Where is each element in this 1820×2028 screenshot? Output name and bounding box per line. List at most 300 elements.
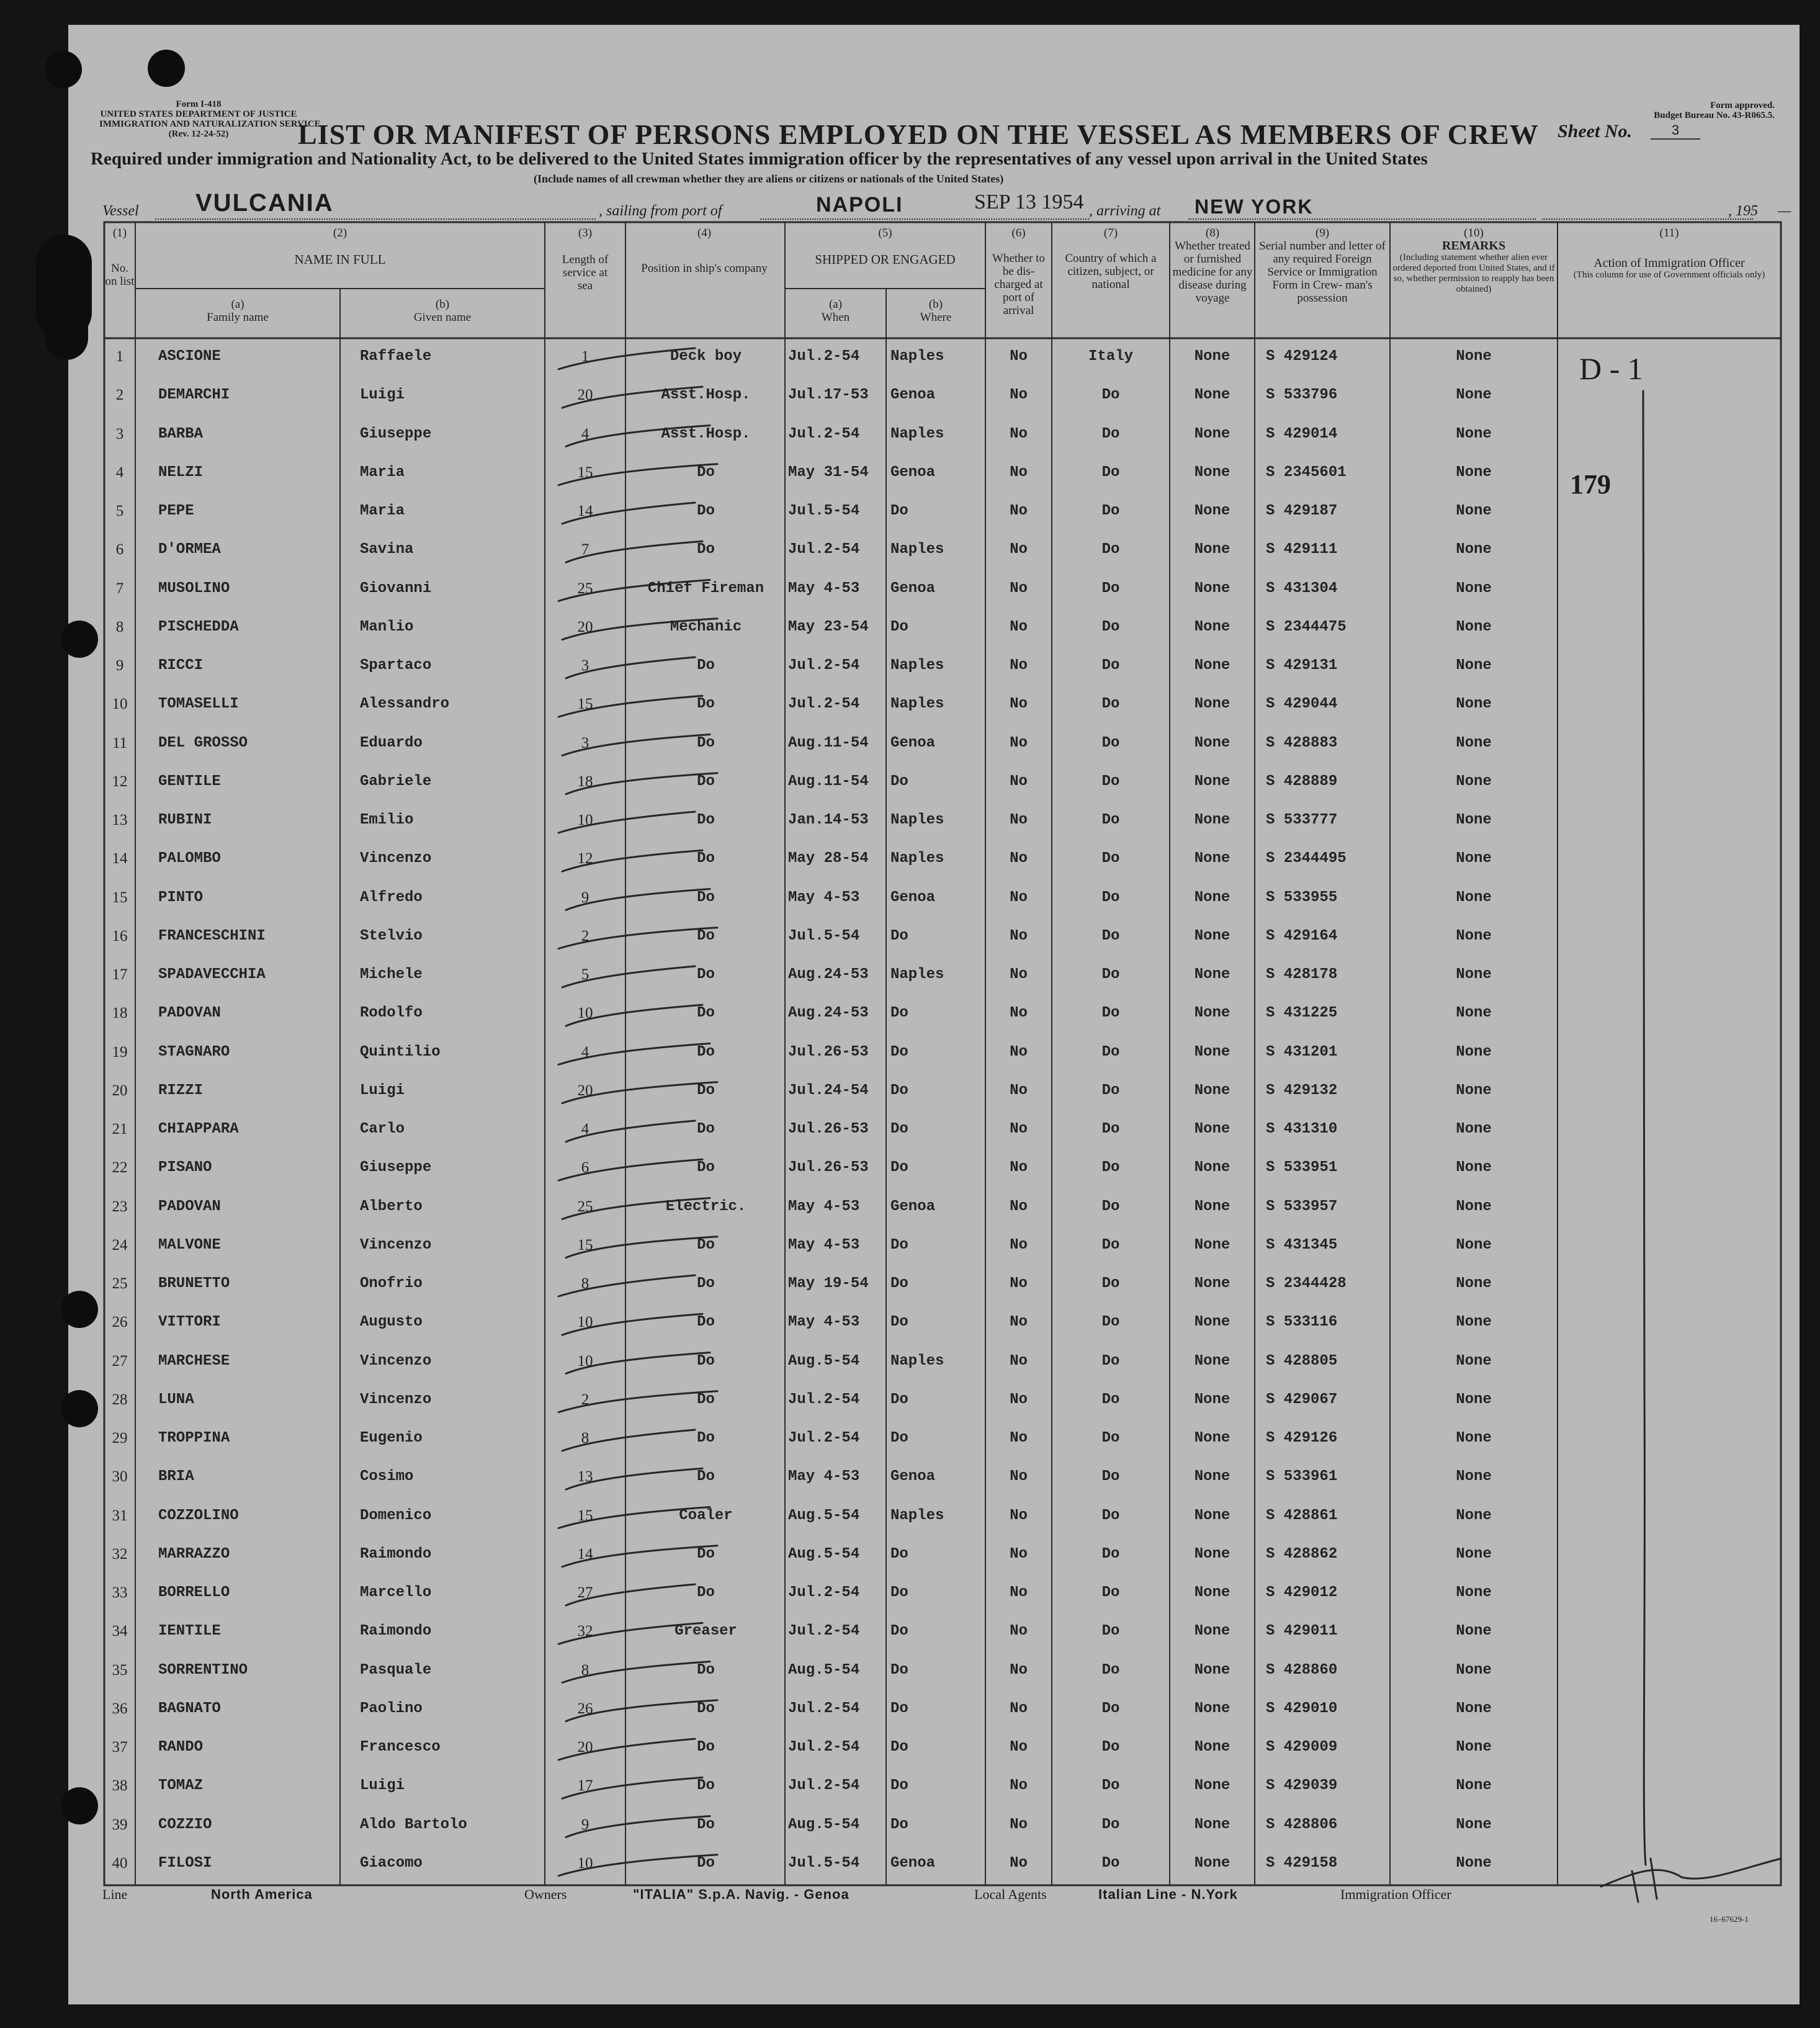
cell-given: Giovanni <box>360 580 432 597</box>
cell-when: Aug.5-54 <box>788 1352 860 1370</box>
cell-where: Do <box>890 1700 908 1717</box>
cell-given: Francesco <box>360 1739 441 1756</box>
cell-serial: S 431310 <box>1266 1121 1338 1137</box>
cell-given: Eugenio <box>360 1430 423 1447</box>
cell-no: 5 <box>115 503 124 519</box>
cell-no: 21 <box>112 1121 128 1137</box>
cell-country: Do <box>1101 464 1120 481</box>
cell-remarks: None <box>1456 541 1492 559</box>
cell-given: Stelvio <box>360 927 423 944</box>
cell-family: PADOVAN <box>158 1005 221 1022</box>
cell-position: Do <box>697 1121 715 1137</box>
line-label: Line <box>102 1887 128 1902</box>
cell-treated: None <box>1194 1082 1231 1099</box>
check-mark <box>558 1739 695 1760</box>
column-header-number: (1) No. on list <box>105 227 135 288</box>
cell-where: Genoa <box>890 387 936 404</box>
cell-discharged: No <box>1010 889 1028 906</box>
cell-when: May 4-53 <box>788 1314 860 1331</box>
cell-given: Alberto <box>360 1198 423 1215</box>
cell-where: Genoa <box>890 734 936 752</box>
column-header-where: (b) Where <box>920 298 952 324</box>
cell-when: Jul.26-53 <box>788 1043 869 1061</box>
cell-discharged: No <box>1010 1430 1028 1447</box>
sheet-label: Sheet No. <box>1558 121 1632 141</box>
cell-service: 14 <box>577 503 593 519</box>
cell-no: 37 <box>112 1739 128 1756</box>
cell-no: 31 <box>112 1507 128 1524</box>
cell-position: Do <box>697 1430 715 1447</box>
cell-no: 3 <box>115 425 124 442</box>
cell-treated: None <box>1194 812 1231 828</box>
cell-position: Do <box>697 1391 715 1408</box>
cell-remarks: None <box>1456 1777 1492 1795</box>
cell-service: 3 <box>581 734 589 752</box>
cell-family: COZZOLINO <box>158 1507 239 1524</box>
cell-country: Do <box>1101 1043 1120 1061</box>
cell-where: Do <box>890 1545 908 1563</box>
check-mark <box>566 1700 717 1721</box>
cell-service: 7 <box>581 541 589 559</box>
cell-country: Do <box>1101 1584 1120 1601</box>
cell-service: 20 <box>577 618 593 635</box>
cell-when: May 4-53 <box>788 889 860 906</box>
cell-discharged: No <box>1010 1700 1028 1717</box>
cell-discharged: No <box>1010 425 1028 442</box>
cell-given: Giuseppe <box>360 1159 432 1177</box>
cell-when: Aug.24-53 <box>788 966 869 983</box>
check-mark <box>566 657 695 678</box>
check-mark <box>566 1584 695 1605</box>
cell-given: Raimondo <box>360 1623 432 1640</box>
cell-no: 27 <box>112 1352 128 1370</box>
cell-treated: None <box>1194 657 1231 674</box>
cell-where: Genoa <box>890 1468 936 1486</box>
owners-label: Owners <box>524 1887 567 1902</box>
cell-no: 25 <box>112 1275 128 1292</box>
cell-country: Do <box>1101 1159 1120 1177</box>
cell-serial: S 429044 <box>1266 696 1338 713</box>
cell-when: Jul.2-54 <box>788 1623 860 1640</box>
cell-where: Genoa <box>890 1198 936 1215</box>
cell-family: STAGNARO <box>158 1043 230 1061</box>
cell-remarks: None <box>1456 1043 1492 1061</box>
cell-where: Do <box>890 1236 908 1254</box>
cell-where: Do <box>890 1043 908 1061</box>
cell-discharged: No <box>1010 464 1028 481</box>
check-mark <box>566 1816 710 1837</box>
cell-no: 9 <box>115 657 124 674</box>
check-mark <box>558 1159 702 1180</box>
cell-service: 25 <box>577 580 593 597</box>
cell-family: TOMAZ <box>158 1777 204 1795</box>
cell-family: RANDO <box>158 1739 204 1756</box>
cell-no: 29 <box>112 1430 128 1447</box>
column-header-name: (2) NAME IN FULL <box>294 227 386 267</box>
check-mark <box>558 696 702 717</box>
check-mark <box>566 541 702 562</box>
cell-given: Eduardo <box>360 734 423 752</box>
cell-given: Luigi <box>360 1082 405 1099</box>
cell-where: Do <box>890 1082 908 1099</box>
cell-remarks: None <box>1456 1507 1492 1524</box>
cell-when: May 4-53 <box>788 1198 860 1215</box>
cell-treated: None <box>1194 734 1231 752</box>
cell-position: Coaler <box>679 1507 733 1524</box>
cell-treated: None <box>1194 1314 1231 1331</box>
cell-when: Jul.2-54 <box>788 1739 860 1756</box>
cell-when: Aug.24-53 <box>788 1005 869 1022</box>
cell-country: Do <box>1101 889 1120 906</box>
check-mark <box>566 1237 717 1258</box>
check-mark <box>562 1662 710 1683</box>
cell-family: FILOSI <box>158 1854 212 1872</box>
cell-where: Genoa <box>890 889 936 906</box>
cell-position: Do <box>697 1352 715 1370</box>
cell-family: MARCHESE <box>158 1352 230 1370</box>
cell-serial: S 428178 <box>1266 966 1338 983</box>
cell-given: Augusto <box>360 1314 423 1331</box>
cell-country: Do <box>1101 1854 1120 1872</box>
cell-serial: S 2344475 <box>1266 618 1347 635</box>
cell-service: 8 <box>581 1430 589 1447</box>
cell-position: Do <box>697 1661 715 1679</box>
cell-position: Do <box>697 1314 715 1331</box>
cell-service: 8 <box>581 1661 589 1679</box>
cell-serial: S 2344428 <box>1266 1275 1347 1292</box>
cell-discharged: No <box>1010 1739 1028 1756</box>
cell-service: 15 <box>577 696 593 713</box>
officer-label: Immigration Officer <box>1340 1887 1451 1902</box>
vessel-name: VULCANIA <box>195 189 334 217</box>
cell-family: PISCHEDDA <box>158 618 239 635</box>
cell-remarks: None <box>1456 1661 1492 1679</box>
cell-no: 39 <box>112 1816 128 1833</box>
cell-family: BARBA <box>158 425 204 442</box>
cell-country: Do <box>1101 1623 1120 1640</box>
cell-treated: None <box>1194 348 1231 365</box>
cell-country: Do <box>1101 1430 1120 1447</box>
cell-treated: None <box>1194 889 1231 906</box>
check-mark <box>566 1353 710 1374</box>
cell-remarks: None <box>1456 1816 1492 1833</box>
service-name: IMMIGRATION AND NATURALIZATION SERVICE <box>99 119 321 129</box>
cell-treated: None <box>1194 1507 1231 1524</box>
cell-no: 33 <box>112 1584 128 1601</box>
cell-remarks: None <box>1456 1623 1492 1640</box>
cell-when: May 23-54 <box>788 618 869 635</box>
cell-country: Do <box>1101 1545 1120 1563</box>
cell-serial: S 428861 <box>1266 1507 1338 1524</box>
cell-remarks: None <box>1456 425 1492 442</box>
cell-no: 13 <box>112 812 128 828</box>
cell-country: Do <box>1101 1082 1120 1099</box>
cell-where: Do <box>890 1430 908 1447</box>
cell-discharged: No <box>1010 1352 1028 1370</box>
check-mark <box>562 1198 710 1219</box>
cell-remarks: None <box>1456 927 1492 944</box>
annotation-row-4: 179 <box>1570 469 1611 500</box>
cell-remarks: None <box>1456 1198 1492 1215</box>
cell-discharged: No <box>1010 1236 1028 1254</box>
cell-given: Rodolfo <box>360 1005 423 1022</box>
cell-given: Luigi <box>360 1777 405 1795</box>
cell-service: 8 <box>581 1275 589 1292</box>
cell-when: Aug.5-54 <box>788 1661 860 1679</box>
cell-family: MUSOLINO <box>158 580 230 597</box>
agents-label: Local Agents <box>974 1887 1047 1902</box>
cell-family: IENTILE <box>158 1623 221 1640</box>
cell-where: Genoa <box>890 580 936 597</box>
cell-country: Do <box>1101 850 1120 868</box>
cell-remarks: None <box>1456 1854 1492 1872</box>
cell-given: Giuseppe <box>360 425 432 442</box>
cell-where: Do <box>890 1005 908 1022</box>
cell-given: Michele <box>360 966 423 983</box>
cell-serial: S 428806 <box>1266 1816 1338 1833</box>
cell-serial: S 2344495 <box>1266 850 1347 868</box>
cell-service: 10 <box>577 1314 593 1331</box>
cell-service: 20 <box>577 1082 593 1099</box>
cell-when: Jul.5-54 <box>788 1854 860 1872</box>
cell-family: PISANO <box>158 1159 212 1177</box>
cell-no: 23 <box>112 1198 128 1215</box>
cell-serial: S 431225 <box>1266 1005 1338 1022</box>
print-code: 16–67629-1 <box>1710 1914 1749 1924</box>
cell-service: 27 <box>577 1584 593 1601</box>
cell-when: Jul.2-54 <box>788 1700 860 1717</box>
cell-position: Do <box>697 1700 715 1717</box>
cell-serial: S 429009 <box>1266 1739 1338 1756</box>
check-mark <box>562 966 695 987</box>
cell-where: Naples <box>890 696 944 713</box>
cell-treated: None <box>1194 1236 1231 1254</box>
departure-port: NAPOLI <box>816 193 903 217</box>
cell-when: Jul.2-54 <box>788 425 860 442</box>
cell-discharged: No <box>1010 387 1028 404</box>
cell-service: 15 <box>577 1236 593 1254</box>
cell-family: COZZIO <box>158 1816 212 1833</box>
cell-given: Marcello <box>360 1584 432 1601</box>
check-mark <box>558 348 695 369</box>
cell-given: Onofrio <box>360 1275 423 1292</box>
cell-treated: None <box>1194 387 1231 404</box>
column-header-remarks: (10) REMARKS (Including statement whether alien ever ordered deported from United States, and if so, whether permission to reapply has been obtained) <box>1392 227 1555 294</box>
cell-when: Jul.5-54 <box>788 503 860 519</box>
cell-no: 1 <box>115 348 124 365</box>
column-header-country: (7) Country of which a citizen, subject, or national <box>1065 227 1157 291</box>
cell-no: 32 <box>112 1545 128 1563</box>
column-header-serial: (9) Serial number and letter of any required Foreign Service or Immigration Form in Crew- man's possession <box>1259 227 1386 305</box>
cell-country: Do <box>1101 1507 1120 1524</box>
cell-remarks: None <box>1456 734 1492 752</box>
cell-where: Genoa <box>890 1854 936 1872</box>
cell-when: Aug.5-54 <box>788 1545 860 1563</box>
cell-service: 3 <box>581 657 589 674</box>
check-mark <box>562 1777 702 1798</box>
cell-when: Aug.5-54 <box>788 1816 860 1833</box>
cell-given: Paolino <box>360 1700 423 1717</box>
check-mark <box>566 889 710 910</box>
cell-family: TROPPINA <box>158 1430 230 1447</box>
cell-discharged: No <box>1010 657 1028 674</box>
column-header-when: (a) When <box>821 298 850 324</box>
pen-marks <box>68 25 1800 2004</box>
cell-position: Do <box>697 1236 715 1254</box>
cell-no: 19 <box>112 1043 128 1061</box>
page-subtitle-note: (Include names of all crewman whether they are aliens or citizens or nationals of the United States) <box>534 173 1004 185</box>
cell-treated: None <box>1194 696 1231 713</box>
cell-treated: None <box>1194 503 1231 519</box>
cell-country: Do <box>1101 773 1120 790</box>
cell-service: 14 <box>577 1545 593 1563</box>
cell-where: Do <box>890 1275 908 1292</box>
cell-treated: None <box>1194 541 1231 559</box>
cell-remarks: None <box>1456 812 1492 828</box>
cell-where: Genoa <box>890 464 936 481</box>
page-title: LIST OR MANIFEST OF PERSONS EMPLOYED ON THE VESSEL AS MEMBERS OF CREW <box>298 119 1539 150</box>
cell-remarks: None <box>1456 657 1492 674</box>
cell-no: 17 <box>112 966 128 983</box>
cell-country: Do <box>1101 1391 1120 1408</box>
cell-where: Naples <box>890 812 944 828</box>
year-label: , 195 <box>1728 203 1758 219</box>
check-mark <box>562 1082 717 1103</box>
cell-when: Aug.5-54 <box>788 1507 860 1524</box>
cell-discharged: No <box>1010 1623 1028 1640</box>
cell-where: Naples <box>890 966 944 983</box>
cell-family: DEMARCHI <box>158 387 230 404</box>
cell-serial: S 428862 <box>1266 1545 1338 1563</box>
cell-position: Do <box>697 1854 715 1872</box>
cell-where: Do <box>890 503 908 519</box>
check-mark <box>558 580 710 601</box>
cell-treated: None <box>1194 618 1231 635</box>
check-mark <box>558 464 717 485</box>
cell-position: Do <box>697 773 715 790</box>
cell-position: Do <box>697 657 715 674</box>
column-header-family-name: (a) Family name <box>207 298 269 324</box>
cell-serial: S 428860 <box>1266 1661 1338 1679</box>
cell-serial: S 429158 <box>1266 1854 1338 1872</box>
cell-serial: S 429124 <box>1266 348 1338 365</box>
cell-serial: S 429067 <box>1266 1391 1338 1408</box>
cell-discharged: No <box>1010 541 1028 559</box>
cell-discharged: No <box>1010 927 1028 944</box>
cell-remarks: None <box>1456 1391 1492 1408</box>
cell-where: Do <box>890 1391 908 1408</box>
column-header-given-name: (b) Given name <box>413 298 472 324</box>
cell-discharged: No <box>1010 503 1028 519</box>
cell-serial: S 429187 <box>1266 503 1338 519</box>
cell-no: 35 <box>112 1661 128 1679</box>
cell-remarks: None <box>1456 966 1492 983</box>
cell-treated: None <box>1194 1043 1231 1061</box>
cell-no: 24 <box>112 1236 128 1254</box>
cell-given: Alessandro <box>360 696 450 713</box>
cell-discharged: No <box>1010 618 1028 635</box>
cell-family: SPADAVECCHIA <box>158 966 266 983</box>
cell-given: Raimondo <box>360 1545 432 1563</box>
cell-family: GENTILE <box>158 773 221 790</box>
owners-value: "ITALIA" S.p.A. Navig. - Genoa <box>633 1887 849 1902</box>
cell-service: 18 <box>577 773 593 790</box>
cell-treated: None <box>1194 1159 1231 1177</box>
cell-where: Naples <box>890 850 944 868</box>
cell-service: 15 <box>577 464 593 481</box>
punch-hole <box>61 1291 98 1328</box>
cell-given: Manlio <box>360 618 414 635</box>
cell-family: BRIA <box>158 1468 194 1486</box>
cell-position: Do <box>697 1043 715 1061</box>
cell-given: Domenico <box>360 1507 432 1524</box>
cell-position: Do <box>697 1584 715 1601</box>
cell-service: 20 <box>577 1739 593 1756</box>
cell-country: Do <box>1101 1121 1120 1137</box>
cell-service: 17 <box>577 1777 593 1795</box>
cell-serial: S 429111 <box>1266 541 1338 559</box>
cell-when: Jul.17-53 <box>788 387 869 404</box>
cell-position: Do <box>697 696 715 713</box>
cell-position: Do <box>697 927 715 944</box>
cell-discharged: No <box>1010 1468 1028 1486</box>
cell-position: Do <box>697 464 715 481</box>
cell-country: Italy <box>1088 348 1133 365</box>
cell-discharged: No <box>1010 850 1028 868</box>
column-header-officer-action: (11) Action of Immigration Officer (This column for use of Government officials only) <box>1573 227 1765 280</box>
date-stamp: SEP 13 1954 <box>974 191 1084 213</box>
cell-given: Maria <box>360 464 405 481</box>
cell-family: PINTO <box>158 889 204 906</box>
cell-position: Do <box>697 889 715 906</box>
cell-serial: S 428805 <box>1266 1352 1338 1370</box>
cell-treated: None <box>1194 1739 1231 1756</box>
budget-bureau: Budget Bureau No. 43-R065.5. <box>1654 110 1775 120</box>
cell-remarks: None <box>1456 1584 1492 1601</box>
cell-serial: S 533955 <box>1266 889 1338 906</box>
cell-where: Do <box>890 773 908 790</box>
check-mark <box>562 387 702 408</box>
cell-country: Do <box>1101 1005 1120 1022</box>
cell-discharged: No <box>1010 1275 1028 1292</box>
cell-no: 40 <box>112 1854 128 1872</box>
cell-discharged: No <box>1010 966 1028 983</box>
cell-given: Vincenzo <box>360 1352 432 1370</box>
cell-country: Do <box>1101 1739 1120 1756</box>
cell-family: ASCIONE <box>158 348 221 365</box>
cell-country: Do <box>1101 580 1120 597</box>
cell-where: Naples <box>890 425 944 442</box>
cell-treated: None <box>1194 850 1231 868</box>
column-header-service-length: (3) Length of service at sea <box>562 227 609 292</box>
check-mark <box>566 1468 702 1489</box>
cell-service: 10 <box>577 1854 593 1872</box>
cell-family: PADOVAN <box>158 1198 221 1215</box>
cell-treated: None <box>1194 1700 1231 1717</box>
cell-country: Do <box>1101 734 1120 752</box>
cell-treated: None <box>1194 464 1231 481</box>
cell-when: Jul.26-53 <box>788 1159 869 1177</box>
cell-family: DEL GROSSO <box>158 734 248 752</box>
sailing-label: , sailing from port of <box>599 203 722 219</box>
cell-family: LUNA <box>158 1391 194 1408</box>
cell-remarks: None <box>1456 889 1492 906</box>
cell-when: Jan.14-53 <box>788 812 869 828</box>
cell-service: 12 <box>577 850 593 868</box>
cell-service: 5 <box>581 966 589 983</box>
cell-remarks: None <box>1456 1082 1492 1099</box>
cell-country: Do <box>1101 1352 1120 1370</box>
